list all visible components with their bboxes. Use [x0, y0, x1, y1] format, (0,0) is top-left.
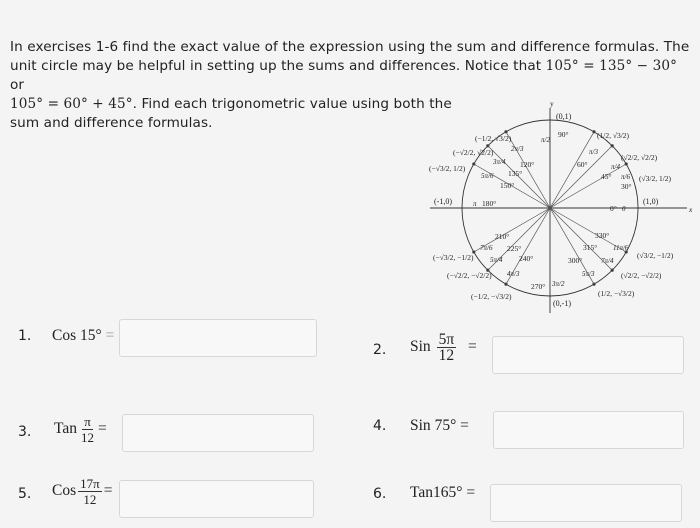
exercise-5-number: 5.	[18, 486, 32, 502]
coord-300: (1/2, −√3/2)	[598, 289, 635, 298]
coord-120: (−1/2, √3/2)	[475, 134, 512, 143]
deg-210: 210°	[495, 232, 510, 241]
deg-180: 180°	[482, 199, 497, 208]
rad-45: π/4	[611, 163, 620, 171]
rad-60: π/3	[589, 148, 598, 156]
instructions-line-3: 105° = 60° + 45°. Find each trigonometric value using both the	[10, 96, 452, 112]
deg-135: 135°	[508, 169, 523, 178]
point-dot-60	[593, 131, 596, 134]
exercise-5-answer-box[interactable]	[119, 480, 314, 518]
point-dot-120	[505, 131, 508, 134]
exercise-6-answer-box[interactable]	[490, 484, 682, 522]
point-0-1: (0,1)	[556, 112, 572, 121]
exercise-3-expression: Tan $\frac{\pi}{12}$ =	[54, 414, 107, 445]
point-neg1-0: (-1,0)	[434, 197, 452, 206]
rad-210: 7π/6	[480, 244, 493, 252]
coord-210: (−√3/2, −1/2)	[433, 253, 474, 262]
point-1-0: (1,0)	[643, 197, 659, 206]
deg-225: 225°	[507, 244, 522, 253]
point-dot-150	[473, 163, 476, 166]
exercise-5-expression: Cos $\frac{17\pi}{12}$ =	[52, 476, 113, 507]
exercise-1-expression: Cos 15° =	[52, 327, 115, 344]
axis-label-x: x	[689, 205, 693, 214]
exercise-1-number: 1.	[18, 328, 32, 344]
rad-150: 5π/6	[481, 172, 494, 180]
exercise-2-number: 2.	[373, 342, 387, 358]
rad-135: 3π/4	[493, 158, 506, 166]
exercise-4-number: 4.	[373, 418, 387, 434]
rad-225: 5π/4	[490, 256, 503, 264]
point-dot-240	[505, 283, 508, 286]
axis-label-y: y	[550, 99, 554, 108]
exercise-5-fraction: $\frac{17\pi}{12}$	[80, 476, 100, 507]
coord-30: (√3/2, 1/2)	[639, 174, 672, 183]
rad-120: 2π/3	[511, 145, 524, 153]
rad-180: π	[473, 200, 477, 208]
coord-150: (−√3/2, 1/2)	[429, 164, 466, 173]
rad-270: 3π/2	[552, 280, 565, 288]
deg-300: 300°	[568, 256, 583, 265]
deg-150: 150°	[500, 181, 515, 190]
deg-120: 120°	[520, 160, 535, 169]
rad-0: 0	[622, 205, 626, 213]
exercise-4-answer-box[interactable]	[493, 411, 684, 449]
deg-30: 30°	[621, 182, 632, 191]
point-dot-300	[593, 283, 596, 286]
identity-60-45: 105° = 60° + 45°	[10, 96, 133, 112]
point-dot-45	[611, 145, 614, 148]
rad-30: π/6	[621, 173, 630, 181]
exercise-2-answer-box[interactable]	[492, 336, 684, 374]
unit-circle-diagram	[425, 99, 695, 318]
deg-45: 45°	[601, 172, 612, 181]
deg-270: 270°	[531, 282, 546, 291]
exercise-2-expression: Sin $\frac{5\pi}{12}$ =	[410, 331, 477, 364]
coord-315: (√2/2, −√2/2)	[621, 271, 662, 280]
identity-135-30: 105° = 135° − 30°	[545, 58, 677, 74]
coord-330: (√3/2, −1/2)	[637, 251, 674, 260]
exercise-6-number: 6.	[373, 486, 387, 502]
exercise-2-fraction: $\frac{5\pi}{12}$	[438, 331, 455, 364]
exercise-4-expression: Sin 75° =	[410, 417, 469, 434]
point-dot-30	[625, 163, 628, 166]
deg-90: 90°	[558, 130, 569, 139]
instructions-line-1: In exercises 1-6 find the exact value of the expression using the sum and difference formulas. The	[10, 39, 690, 55]
ray-60	[550, 132, 594, 208]
deg-315: 315°	[583, 243, 598, 252]
exercise-3-answer-box[interactable]	[122, 414, 314, 452]
coord-240: (−1/2, −√3/2)	[471, 292, 512, 301]
exercise-3-fraction: $\frac{\pi}{12}$	[81, 414, 95, 445]
instructions-line-2: unit circle may be helpful in setting up the sums and differences. Notice that 105° = 135° − 30° or	[10, 58, 677, 93]
coord-135: (−√2/2, √2/2)	[453, 148, 494, 157]
point-dot-135	[487, 145, 490, 148]
deg-0: 0°	[610, 204, 617, 213]
coord-45: (√2/2, √2/2)	[621, 153, 658, 162]
deg-330: 330°	[595, 231, 610, 240]
exercise-1-answer-box[interactable]	[119, 319, 317, 357]
point-0-neg1: (0,-1)	[553, 299, 571, 308]
rad-90: π/2	[541, 136, 550, 144]
rad-315: 7π/4	[601, 257, 614, 265]
instructions-line-4: sum and difference formulas.	[10, 115, 213, 131]
rad-240: 4π/3	[507, 270, 520, 278]
coord-60: (1/2, √3/2)	[597, 131, 630, 140]
point-dot-315	[611, 269, 614, 272]
deg-240: 240°	[519, 254, 534, 263]
exercise-6-expression: Tan165° =	[410, 484, 476, 501]
exercise-3-number: 3.	[18, 424, 32, 440]
rad-300: 5π/3	[582, 270, 595, 278]
deg-60: 60°	[577, 160, 588, 169]
coord-225: (−√2/2, −√2/2)	[447, 271, 492, 280]
rad-330: 11π/6	[613, 244, 629, 252]
